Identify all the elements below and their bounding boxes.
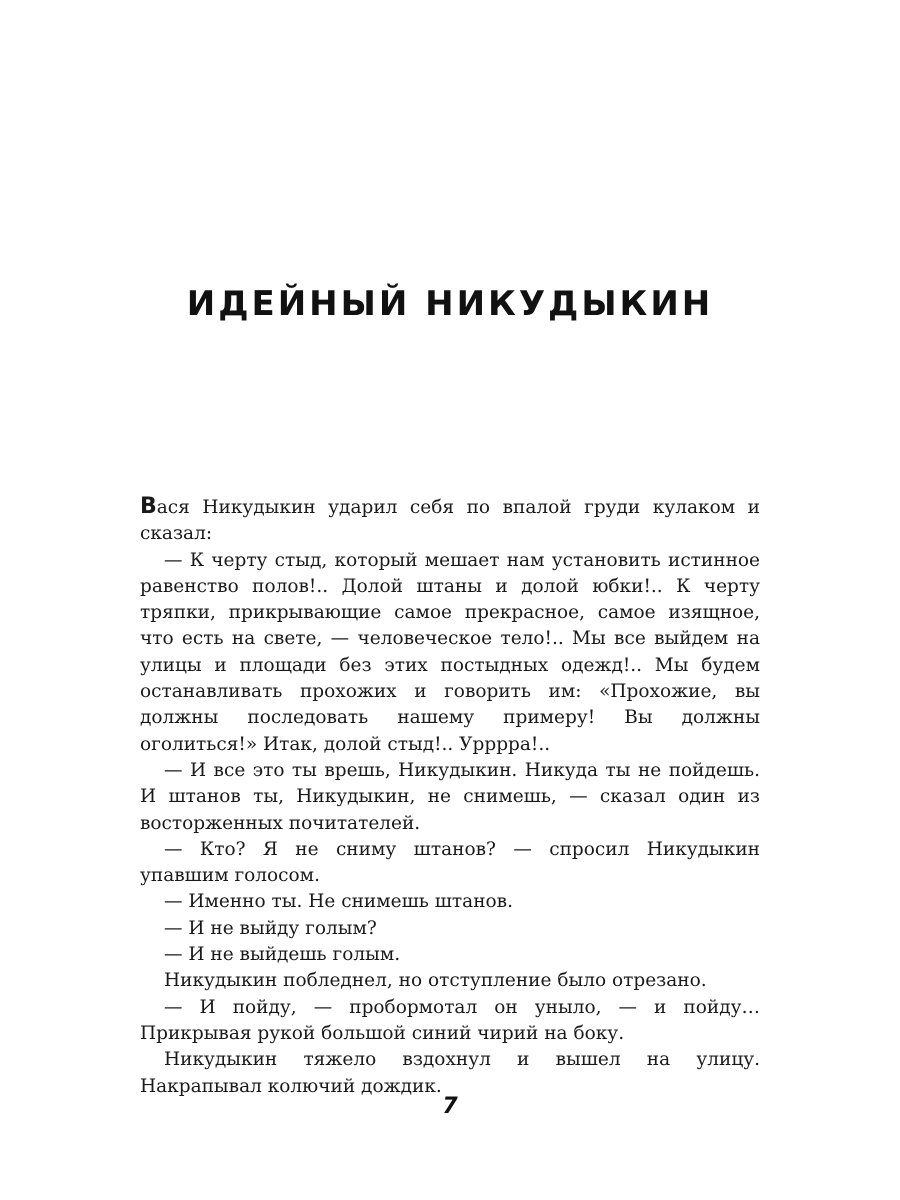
paragraph-1 [140, 494, 760, 548]
drop-cap-letter: В [140, 494, 157, 519]
paragraph-8: Никудыкин побледнел, но отступление было отрезано. [164, 970, 707, 992]
paragraph-4: — Кто? Я не сниму штанов? — спросил Никудыкин упавшим голосом. [140, 838, 760, 887]
chapter-body [140, 494, 760, 1100]
paragraph-text: ася Никудыкин ударил себя по впалой груди кулаком и сказал: [140, 497, 760, 545]
paragraph-9: — И пойду, — пробормотал он уныло, — и пойду… Прикрывая рукой большой синий чирий на боку. [140, 996, 760, 1044]
paragraph-10: Никудыкин тяжело вздохнул и вышел на улицу. Накрапывал колючий дождик. [140, 1049, 760, 1097]
chapter-title: ИДЕЙНЫЙ НИКУДЫКИН [186, 284, 714, 324]
page-number: 7 [442, 1094, 458, 1119]
paragraph-5: — Именно ты. Не снимешь штанов. [164, 891, 513, 913]
paragraph-2: — К черту стыд, который мешает нам установить истинное равенство полов!.. Долой штаны и долой юбки!.. К черту тряпки, прикрывающие самое прекрасное, самое изящное, что есть на свете, — человеческое тело!.. Мы все выйдем на улицы и площади без этих постыдных одежд!.. Мы будем останавливать прохожих и говорить им: «Прохожие, вы должны последовать нашему примеру! Вы должны оголиться!» Итак, долой стыд!.. Урррра!.. [140, 549, 760, 755]
paragraph-6: — И не выйду голым? [164, 917, 377, 939]
paragraph-3: — И все это ты врешь, Никудыкин. Никуда ты не пойдешь. И штанов ты, Никудыкин, не снимешь, — сказал один из восторженных почитателей. [140, 759, 760, 834]
paragraph-7: — И не выйдешь голым. [164, 944, 401, 966]
